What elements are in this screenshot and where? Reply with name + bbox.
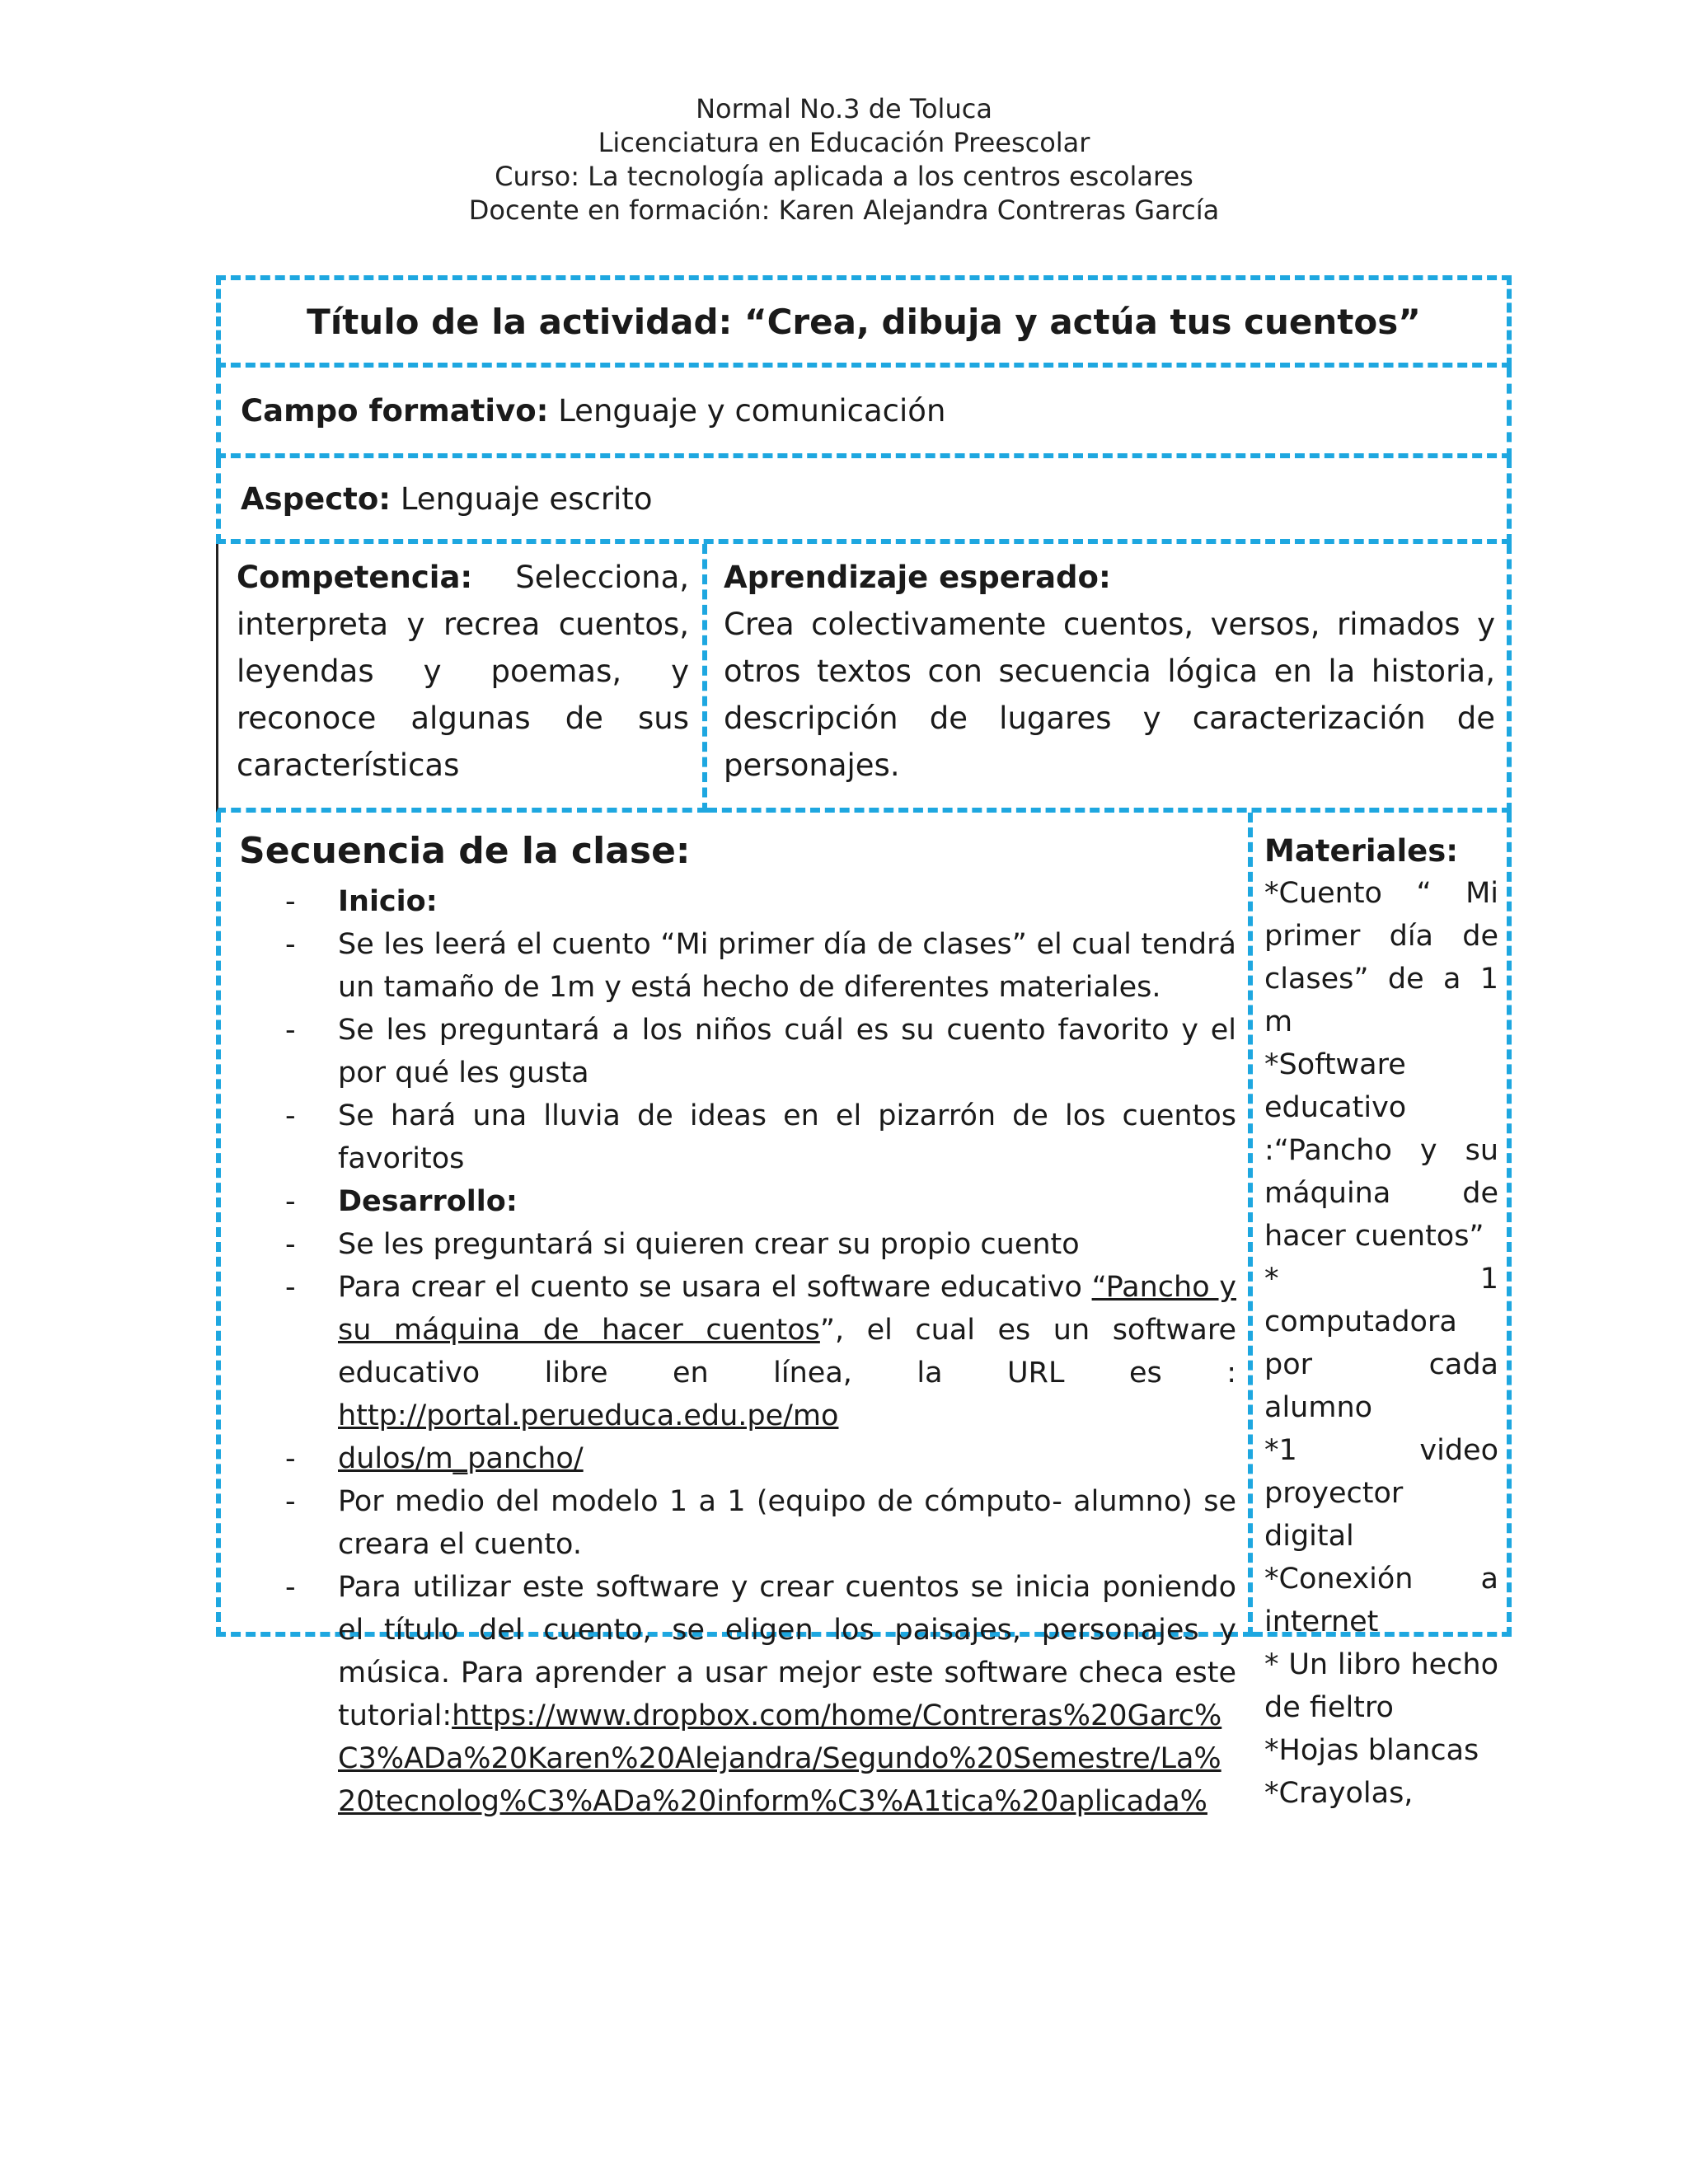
activity-title-row bbox=[216, 275, 1512, 368]
list-item: - Inicio: bbox=[285, 885, 438, 918]
pancho-software-link[interactable]: “Pancho y su máquina de hacer cuentos bbox=[338, 1271, 1236, 1347]
inicio-heading: Inicio: bbox=[338, 885, 438, 918]
campo-value: Lenguaje y comunicación bbox=[558, 392, 946, 429]
list-item: - dulos/m_pancho/ bbox=[285, 1442, 584, 1475]
list-item: - Desarrollo: bbox=[285, 1185, 518, 1218]
perueduca-url-link[interactable]: http://portal.perueduca.edu.pe/mo bbox=[338, 1399, 839, 1432]
course-name: Curso: La tecnología aplicada a los centros escolares bbox=[495, 161, 1193, 192]
list-item: - Para crear el cuento se usara el software educativo “Pancho y su máquina de hacer cuentos”, el cual es un software educativo libre en línea, la URL es : http://portal.perueduca.edu.pe/mo bbox=[285, 1271, 1236, 1432]
list-item: - Se les preguntará si quieren crear su propio cuento bbox=[285, 1228, 1080, 1261]
list-item: *Hojas blancas bbox=[1264, 1734, 1479, 1767]
list-item: - Se les preguntará a los niños cuál es su cuento favorito y el por qué les gusta bbox=[285, 1014, 1236, 1090]
secuencia-cell bbox=[216, 813, 1253, 1818]
list-item: * Un libro hecho de fieltro bbox=[1264, 1648, 1498, 1724]
list-item: *1 video proyector digital bbox=[1264, 1434, 1498, 1553]
competencia-value: Selecciona, interpreta y recrea cuentos, leyendas y poemas, y reconoce algunas de sus características bbox=[237, 560, 689, 783]
perueduca-url-link-cont[interactable]: dulos/m_pancho/ bbox=[338, 1442, 584, 1475]
materiales-title: Materiales: bbox=[1264, 833, 1459, 869]
campo-label: Campo formativo: bbox=[241, 392, 549, 429]
list-item: * 1 computadora por cada alumno bbox=[1264, 1263, 1498, 1424]
aprendizaje-value: Crea colectivamente cuentos, versos, rimados y otros textos con secuencia lógica en la historia, descripción de lugares y caracterización de personajes. bbox=[724, 607, 1495, 783]
materiales-cell bbox=[1253, 813, 1512, 1810]
dropbox-tutorial-link[interactable]: https://www.dropbox.com/home/Contreras%20Garc%C3%ADa%20Karen%20Alejandra/Segundo%20Semestre/La%20tecnolog%C3%ADa%20inform%C3%A1tica%20aplicada% bbox=[338, 1699, 1222, 1818]
campo-formativo-row bbox=[216, 368, 1512, 458]
list-item: - Se hará una lluvia de ideas en el pizarrón de los cuentos favoritos bbox=[285, 1099, 1236, 1175]
competencia-label: Competencia: bbox=[237, 560, 473, 595]
secuencia-title: Secuencia de la clase: bbox=[239, 830, 691, 872]
secuencia-list bbox=[239, 880, 1236, 1823]
list-item: - Se les leerá el cuento “Mi primer día de clases” el cual tendrá un tamaño de 1m y está hecho de diferentes materiales. bbox=[285, 928, 1236, 1004]
activity-title-label: Título de la actividad: bbox=[307, 301, 733, 342]
aspecto-label: Aspecto: bbox=[241, 480, 392, 517]
list-item: - Por medio del modelo 1 a 1 (equipo de cómputo- alumno) se creara el cuento. bbox=[285, 1485, 1236, 1561]
aprendizaje-label: Aprendizaje esperado: bbox=[724, 560, 1111, 595]
list-item: *Crayolas, bbox=[1264, 1777, 1414, 1810]
competencia-cell bbox=[216, 544, 707, 813]
list-item: *Cuento “ Mi primer día de clases” de a 1 m bbox=[1264, 877, 1498, 1038]
degree-name: Licenciatura en Educación Preescolar bbox=[598, 127, 1090, 158]
aspecto-row bbox=[216, 458, 1512, 544]
school-name: Normal No.3 de Toluca bbox=[696, 93, 992, 124]
aspecto-value: Lenguaje escrito bbox=[400, 480, 653, 517]
list-item: *Software educativo :“Pancho y su máquina de hacer cuentos” bbox=[1264, 1048, 1498, 1253]
activity-title-value: “Crea, dibuja y actúa tus cuentos” bbox=[743, 301, 1421, 342]
list-item: *Conexión a internet bbox=[1264, 1563, 1498, 1638]
list-item: - Para utilizar este software y crear cuentos se inicia poniendo el título del cuento, se eligen los paisajes, personajes y música. Para aprender a usar mejor este software checa este tutorial:https://www.dropbox.com/home/Contreras%20Garc%C3%ADa%20Karen%20Alejandra/Segundo%20Semestre/La%20tecnolog%C3%ADa%20inform%C3%A1tica%20aplicada% bbox=[285, 1571, 1236, 1818]
desarrollo-heading: Desarrollo: bbox=[338, 1185, 518, 1218]
teacher-name: Docente en formación: Karen Alejandra Contreras García bbox=[468, 194, 1220, 226]
aprendizaje-cell bbox=[707, 544, 1512, 813]
document-header bbox=[0, 92, 1688, 227]
materiales-list bbox=[1264, 872, 1498, 1815]
